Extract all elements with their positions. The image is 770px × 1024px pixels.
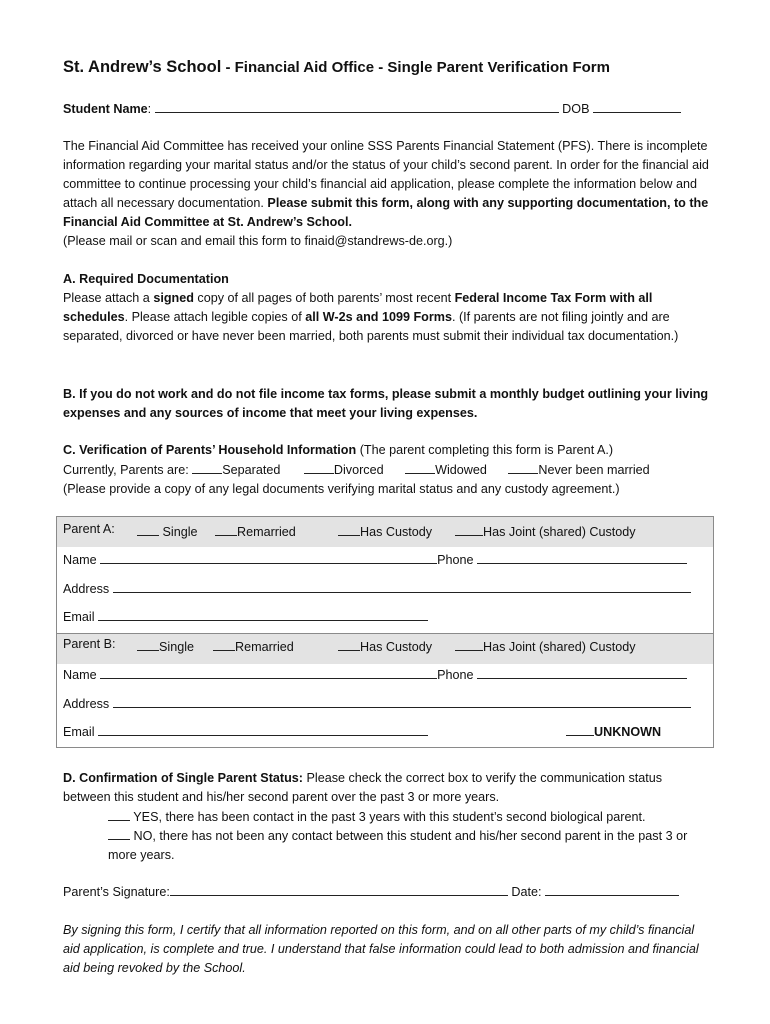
parent-a-phone-field[interactable]: [477, 550, 687, 564]
parent-b-unknown: UNKNOWN: [566, 722, 661, 739]
parent-a-label: Parent A:: [63, 522, 115, 536]
section-a-heading: A. Required Documentation: [63, 272, 229, 286]
date-label: Date:: [511, 885, 542, 899]
dob-label: DOB: [562, 102, 590, 116]
student-name-field[interactable]: [155, 99, 559, 113]
no-check[interactable]: [108, 826, 130, 840]
parent-a-address-field[interactable]: [113, 579, 691, 593]
certification-statement: By signing this form, I certify that all information reported on this form, and on all other parts of my child’s financial aid application, is complete and true. I understand that false information could lead to both admission and financial aid being revoked by the School.: [63, 923, 699, 975]
school-name: St. Andrew’s School: [63, 58, 222, 76]
signature-label: Parent’s Signature:: [63, 885, 170, 899]
parent-b-unknown-check[interactable]: [566, 722, 594, 736]
student-row: Student Name: DOB: [63, 99, 713, 119]
form-subtitle: - Financial Aid Office - Single Parent Verification Form: [221, 59, 610, 76]
parent-a-status-row: Parent A: Single Remarried Has Custody Has Joint (shared) Custody: [63, 522, 636, 539]
parent-a-email-row: Email: [63, 607, 428, 624]
parent-b-single-check[interactable]: [137, 637, 159, 651]
parent-a-name-field[interactable]: [100, 550, 437, 564]
date-field[interactable]: [545, 882, 679, 896]
parent-a-joint-custody-check[interactable]: [455, 522, 483, 536]
signature-field[interactable]: [170, 882, 508, 896]
parent-a-address-row: Address: [63, 579, 691, 596]
page-title: [63, 58, 713, 77]
parent-b-joint-custody-check[interactable]: [455, 637, 483, 651]
parent-b-custody-check[interactable]: [338, 637, 360, 651]
student-name-label: Student Name: [63, 102, 148, 116]
mail-instruction: (Please mail or scan and email this form to finaid@standrews-de.org.): [63, 234, 453, 248]
parent-a-custody-check[interactable]: [338, 522, 360, 536]
section-d: D. Confirmation of Single Parent Status: Please check the correct box to verify the communication status between this student and his/her second parent over the past 3 or more years.: [63, 771, 663, 804]
parent-b-name-row: Name Phone: [63, 665, 687, 682]
separated-check[interactable]: [192, 460, 222, 474]
section-c: C. Verification of Parents’ Household Information (The parent completing this form is Parent A.) Currently, Parents are: Separated Divorced Widowed Never been married (Please provide a copy of any legal documents verifying marital status and any custody agreement.): [63, 443, 650, 496]
section-b: B. If you do not work and do not file income tax forms, please submit a monthly budget outlining your living expenses and any sources of income that meet your living expenses.: [63, 387, 709, 420]
intro-paragraph: The Financial Aid Committee has received your online SSS Parents Financial Statement (PFS). There is incomplete information regarding your marital status and/or the status of your child’s second parent. In order for the financial aid committee to continue processing your child’s financial aid application, please complete the information below and attach all necessary documentation. Please submit this form, along with any supporting documentation, to the Financial Aid Committee at St. Andrew’s School. (Please mail or scan and email this form to finaid@standrews-de.org.): [63, 139, 709, 248]
parent-b-label: Parent B:: [63, 637, 116, 651]
parent-a-remarried-check[interactable]: [215, 522, 237, 536]
parent-b-name-field[interactable]: [100, 665, 437, 679]
submit-instruction: Please submit this form, along with any supporting documentation, to the Financial Aid Committee at St. Andrew’s School.: [63, 196, 709, 229]
never-married-check[interactable]: [508, 460, 538, 474]
parent-a-name-row: Name Phone: [63, 550, 687, 567]
parent-a-email-field[interactable]: [98, 607, 428, 621]
parent-a-single-check[interactable]: [137, 522, 159, 536]
signature-row: [63, 882, 713, 902]
parent-b-email-field[interactable]: [98, 722, 428, 736]
parent-b-remarried-check[interactable]: [213, 637, 235, 651]
section-a: A. Required Documentation Please attach a signed copy of all pages of both parents’ most recent Federal Income Tax Form with all schedules. Please attach legible copies of all W-2s and 1099 Forms. (If parents are not filing jointly and are separated, divorced or have never been married, both parents must submit their individual tax documentation.): [63, 272, 679, 343]
divorced-check[interactable]: [304, 460, 334, 474]
dob-field[interactable]: [593, 99, 681, 113]
section-d-heading: D. Confirmation of Single Parent Status:: [63, 771, 303, 785]
no-option: NO, there has not been any contact between this student and his/her second parent in the past 3 or more years.: [108, 826, 708, 865]
yes-check[interactable]: [108, 807, 130, 821]
widowed-check[interactable]: [405, 460, 435, 474]
parent-b-phone-field[interactable]: [477, 665, 687, 679]
legal-docs-note: (Please provide a copy of any legal documents verifying marital status and any custody agreement.): [63, 482, 620, 496]
section-c-heading: C. Verification of Parents’ Household Information: [63, 443, 357, 457]
parent-b-address-row: Address: [63, 694, 691, 711]
parent-b-email-row: Email: [63, 722, 428, 739]
parents-table: [56, 516, 714, 748]
parent-b-address-field[interactable]: [113, 694, 691, 708]
parent-b-status-row: Parent B: Single Remarried Has Custody Has Joint (shared) Custody: [63, 637, 636, 654]
yes-option: YES, there has been contact in the past 3 years with this student’s second biological parent.: [108, 807, 708, 827]
